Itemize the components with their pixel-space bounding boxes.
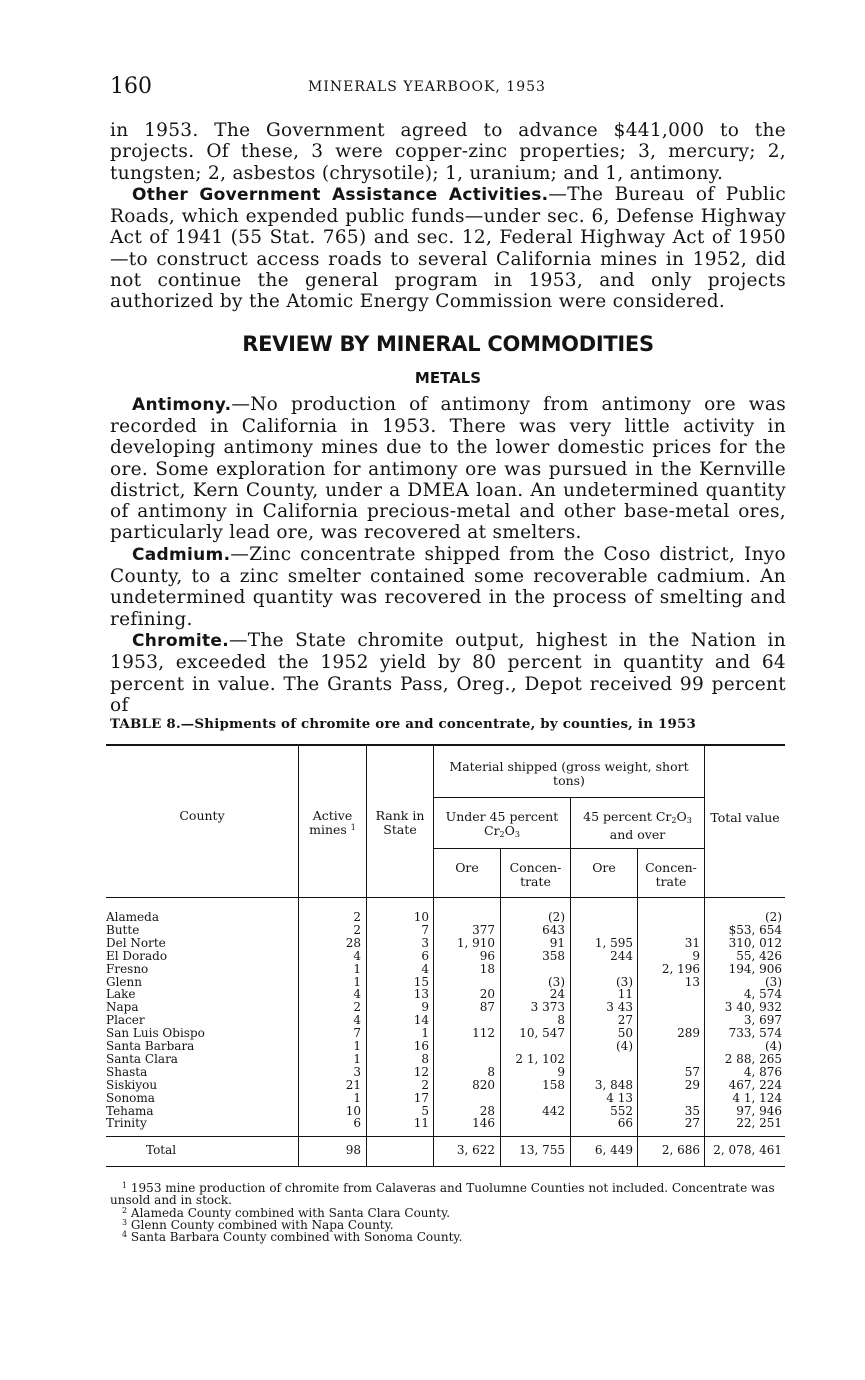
cell-over-ore: 3 43 [606, 1000, 633, 1015]
cell-active-mines: 3 [353, 1064, 361, 1079]
cell-total-value: 55, 426 [736, 948, 782, 963]
cell-under-ore: 377 [472, 922, 495, 937]
cell-over-ore: 3, 848 [594, 1077, 633, 1092]
cell-under-ore: 28 [479, 1103, 495, 1118]
cell-rank: 16 [413, 1039, 429, 1053]
cell-under-concentrate: 442 [542, 1103, 565, 1118]
cell-rank: 7 [421, 922, 429, 937]
header-concentrate-over: Concen- trate [645, 860, 697, 889]
cell-total-value: 2 88, 265 [724, 1051, 782, 1066]
cell-active-mines: 6 [353, 1116, 361, 1131]
cell-active-mines: 10 [345, 1103, 361, 1118]
cell-active-mines: 2 [353, 1000, 361, 1015]
under-45-sub1: 2 [499, 830, 505, 839]
cell-active-mines: 1 [353, 1039, 361, 1053]
over-45-o: O [676, 809, 687, 824]
cell-over-concentrate: 13 [684, 974, 700, 989]
cadmium-lead: Cadmium. [132, 544, 231, 565]
header-bottom-rule [106, 897, 785, 898]
chromite-table [106, 744, 785, 1168]
cell-active-mines: 4 [353, 948, 361, 963]
cell-total-value: 310, 012 [728, 935, 782, 950]
table-bottom-rule [106, 1166, 785, 1167]
cell-under-concentrate: (3) [548, 974, 565, 989]
cell-rank: 4 [421, 961, 429, 976]
under-45-prefix: Under 45 percent [445, 809, 559, 824]
over-45-sub1: 2 [671, 816, 677, 825]
section-title: REVIEW BY MINERAL COMMODITIES [242, 331, 654, 356]
header-active-mines [299, 809, 366, 837]
cell-under-ore: 87 [479, 1000, 495, 1015]
county-name: Shasta [106, 1065, 148, 1079]
footnote-text: Glenn County combined with Napa County. [127, 1217, 394, 1232]
cell-total-value: 97, 946 [736, 1103, 782, 1118]
table-title: TABLE 8.—Shipments of chromite ore and concentrate, by counties, in 1953 [110, 716, 697, 732]
header-total-value: Total value [710, 810, 780, 825]
county-name: Napa [106, 1001, 139, 1015]
under-45-cr: Cr [484, 823, 500, 838]
cell-under-concentrate: 9 [557, 1064, 565, 1079]
cell-over-concentrate: 27 [684, 1116, 700, 1131]
footnote [110, 1182, 786, 1207]
cell-active-mines: 2 [353, 910, 361, 924]
over-45-sub2: 3 [686, 816, 692, 825]
antimony-paragraph [110, 394, 786, 544]
header-rank: Rank in State [375, 808, 425, 837]
cell-under-concentrate: 10, 547 [519, 1026, 565, 1041]
cell-over-concentrate: 31 [684, 935, 700, 950]
cell-total-value: 733, 574 [728, 1026, 782, 1041]
cell-active-mines: 4 [353, 987, 361, 1002]
antimony-text: —No production of antimony from antimony ore was recorded in California in 1953. There was very little activity in developing antimony mines due to the lower domestic prices for the ore. Some exploration for antimony ore was pursued in the Kernville district, Kern County, under a DMEA loan. An undetermined quantity of antimony in California precious-metal and other base-metal ores, particularly lead ore, was recovered at smelters. [110, 393, 786, 544]
cell-over-ore: (4) [616, 1039, 633, 1053]
over-45-prefix: 45 percent Cr [583, 809, 672, 824]
cell-over-concentrate: 57 [684, 1064, 700, 1079]
cell-total-value: 4, 574 [743, 987, 782, 1002]
antimony-lead: Antimony. [132, 394, 232, 415]
county-name: Santa Barbara [106, 1040, 195, 1053]
cell-active-mines: 1 [353, 961, 361, 976]
cell-total-value: 4 1, 124 [732, 1090, 782, 1105]
cell-total-value: 22, 251 [736, 1116, 782, 1131]
header-under-45-percent [434, 810, 570, 842]
cell-over-concentrate: 2, 196 [661, 961, 700, 976]
county-name: Santa Clara [106, 1052, 178, 1066]
cell-over-ore: 6, 449 [594, 1143, 633, 1157]
cell-under-ore: 18 [479, 961, 495, 976]
footnote-mark: 3 [122, 1217, 128, 1227]
chromite-lead: Chromite. [132, 630, 229, 651]
cell-under-concentrate: 24 [549, 987, 565, 1002]
cell-under-ore: 112 [472, 1026, 495, 1041]
cell-over-concentrate: 29 [684, 1077, 700, 1092]
cell-over-ore: 50 [617, 1026, 633, 1041]
cell-total-value: $53, 654 [728, 922, 782, 937]
header-45-percent-and-over [571, 810, 704, 842]
cell-under-concentrate: 91 [549, 935, 565, 950]
header-concentrate-under: Concen- trate [509, 860, 562, 889]
county-name: San Luis Obispo [106, 1027, 205, 1041]
cell-under-ore: 3, 622 [456, 1143, 495, 1157]
cell-active-mines: 1 [353, 974, 361, 989]
header-ore-under: Ore [455, 860, 479, 875]
cell-rank: 12 [413, 1064, 429, 1079]
active-mines-label: Active mines [309, 808, 353, 837]
percent-group-rule [434, 848, 704, 849]
cell-over-ore: 244 [610, 948, 633, 963]
chromite-paragraph [110, 630, 786, 716]
cell-under-concentrate: 3 373 [530, 1000, 565, 1015]
footnotes [110, 1182, 786, 1243]
cell-active-mines: 2 [353, 922, 361, 937]
cell-over-ore: 1, 595 [594, 935, 633, 950]
cell-rank: 3 [421, 935, 429, 950]
under-45-o: O [504, 823, 515, 838]
cell-rank: 17 [413, 1090, 429, 1105]
cell-rank: 14 [413, 1013, 429, 1028]
total-top-rule [106, 1136, 785, 1137]
cell-under-concentrate: 2 1, 102 [515, 1051, 565, 1066]
cell-under-concentrate: 358 [542, 948, 565, 963]
cell-active-mines: 21 [345, 1077, 361, 1092]
cell-total-value: (2) [765, 910, 782, 924]
intro-paragraph: in 1953. The Government agreed to advance $441,000 to the projects. Of these, 3 were copper-zinc properties; 3, mercury; 2, tungsten; 2, asbestos (chrysotile); 1, uranium; and 1, antimony. [110, 120, 786, 184]
footnote [110, 1231, 786, 1243]
cell-under-concentrate: 13, 755 [519, 1143, 565, 1157]
cell-over-ore: 552 [610, 1103, 633, 1118]
cell-over-concentrate: 35 [684, 1103, 700, 1118]
cell-under-ore: 820 [472, 1077, 495, 1092]
cell-over-ore: 66 [617, 1116, 633, 1131]
footnote-mark: 1 [122, 1181, 128, 1190]
header-county: County [179, 808, 225, 823]
cell-total-value: (4) [765, 1039, 782, 1053]
cell-under-ore: 8 [487, 1064, 495, 1079]
cell-under-concentrate: 643 [542, 922, 565, 937]
other-assistance-paragraph [110, 184, 786, 313]
cell-under-concentrate: (2) [548, 910, 565, 924]
footnote-mark: 4 [122, 1230, 128, 1240]
county-name: Fresno [106, 962, 149, 976]
cell-total-value: 3, 697 [743, 1013, 782, 1028]
footnote-mark: 2 [122, 1205, 128, 1215]
county-name: Tehama [106, 1104, 154, 1118]
other-assistance-lead: Other Government Assistance Activities. [132, 184, 549, 205]
cell-active-mines: 1 [353, 1090, 361, 1105]
cell-rank: 2 [421, 1077, 429, 1092]
cell-total-value: 4, 876 [743, 1064, 782, 1079]
under-45-sub2: 3 [514, 830, 520, 839]
cell-total-value: (3) [765, 974, 782, 989]
cadmium-paragraph [110, 544, 786, 630]
over-45-suffix: and over [609, 827, 666, 842]
cell-rank: 11 [413, 1116, 429, 1131]
cell-over-ore: 4 13 [606, 1090, 633, 1105]
cell-total-value: 194, 906 [728, 961, 782, 976]
running-title: MINERALS YEARBOOK, 1953 [308, 79, 546, 95]
cell-total-value: 467, 224 [728, 1077, 782, 1092]
header-ore-over: Ore [592, 860, 616, 875]
active-mines-footnote-mark: 1 [350, 823, 356, 832]
table-top-rule [106, 744, 785, 746]
cell-rank: 8 [421, 1051, 429, 1066]
article-body [110, 120, 786, 716]
county-name: Alameda [106, 911, 159, 924]
county-name: Placer [106, 1014, 145, 1028]
cell-over-ore: (3) [616, 974, 633, 989]
footnote-text: 1953 mine production of chromite from Calaveras and Tuolumne Counties not included. Concentrate was unsold and in stock. [110, 1181, 775, 1208]
county-name: Sonoma [106, 1091, 155, 1105]
total-label: Total [146, 1144, 177, 1157]
cell-rank: 1 [421, 1026, 429, 1041]
cell-rank: 10 [413, 910, 429, 924]
footnote-text: Santa Barbara County combined with Sonoma County. [127, 1230, 463, 1245]
cell-over-ore: 27 [617, 1013, 633, 1028]
cell-active-mines: 28 [345, 935, 361, 950]
county-name: Trinity [106, 1117, 147, 1131]
cell-active-mines: 4 [353, 1013, 361, 1028]
cell-rank: 5 [421, 1103, 429, 1118]
cell-rank: 15 [413, 974, 429, 989]
cell-under-ore: 1, 910 [456, 935, 495, 950]
cell-under-concentrate: 8 [557, 1013, 565, 1028]
page-number: 160 [110, 74, 152, 99]
county-name: Lake [106, 988, 136, 1002]
county-name: El Dorado [106, 949, 168, 963]
county-name: Siskiyou [106, 1078, 158, 1092]
cell-under-ore: 20 [479, 987, 495, 1002]
cell-total-value: 2, 078, 461 [713, 1143, 782, 1157]
cell-rank: 9 [421, 1000, 429, 1015]
header-material-shipped: Material shipped (gross weight, short tons) [449, 759, 689, 788]
material-group-rule [434, 797, 704, 798]
chromite-text: —The State chromite output, highest in the Nation in 1953, exceeded the 1952 yield by 80 percent in quantity and 64 percent in value. The Grants Pass, Oreg., Depot received 99 percent of [110, 629, 786, 716]
county-name: Glenn [106, 975, 142, 989]
cell-under-ore: 146 [472, 1116, 495, 1131]
cell-over-concentrate: 289 [677, 1026, 700, 1041]
cell-over-concentrate: 2, 686 [661, 1143, 700, 1157]
county-name: Del Norte [106, 936, 166, 950]
cell-under-concentrate: 158 [542, 1077, 565, 1092]
cell-rank: 6 [421, 948, 429, 963]
cell-active-mines: 1 [353, 1051, 361, 1066]
cadmium-text: —Zinc concentrate shipped from the Coso district, Inyo County, to a zinc smelter contained some recoverable cadmium. An undetermined quantity was recovered in the process of smelting and refining. [110, 543, 786, 630]
cell-over-concentrate: 9 [692, 948, 700, 963]
cell-rank: 13 [413, 987, 429, 1002]
cell-over-ore: 11 [617, 987, 633, 1002]
cell-active-mines: 7 [353, 1026, 361, 1041]
county-name: Butte [106, 923, 140, 937]
subsection-title: METALS [414, 368, 482, 387]
other-assistance-text: —The Bureau of Public Roads, which expended public funds—under sec. 6, Defense Highway Act of 1941 (55 Stat. 765) and sec. 12, Federal Highway Act of 1950—to construct access roads to several California mines in 1952, did not continue the general program in 1953, and only projects authorized by the Atomic Energy Commission were considered. [110, 183, 786, 313]
cell-under-ore: 96 [479, 948, 495, 963]
footnote-text: Alameda County combined with Santa Clara County. [127, 1205, 451, 1220]
cell-active-mines: 98 [345, 1143, 361, 1157]
cell-total-value: 3 40, 932 [724, 1000, 782, 1015]
page-header [110, 74, 786, 98]
